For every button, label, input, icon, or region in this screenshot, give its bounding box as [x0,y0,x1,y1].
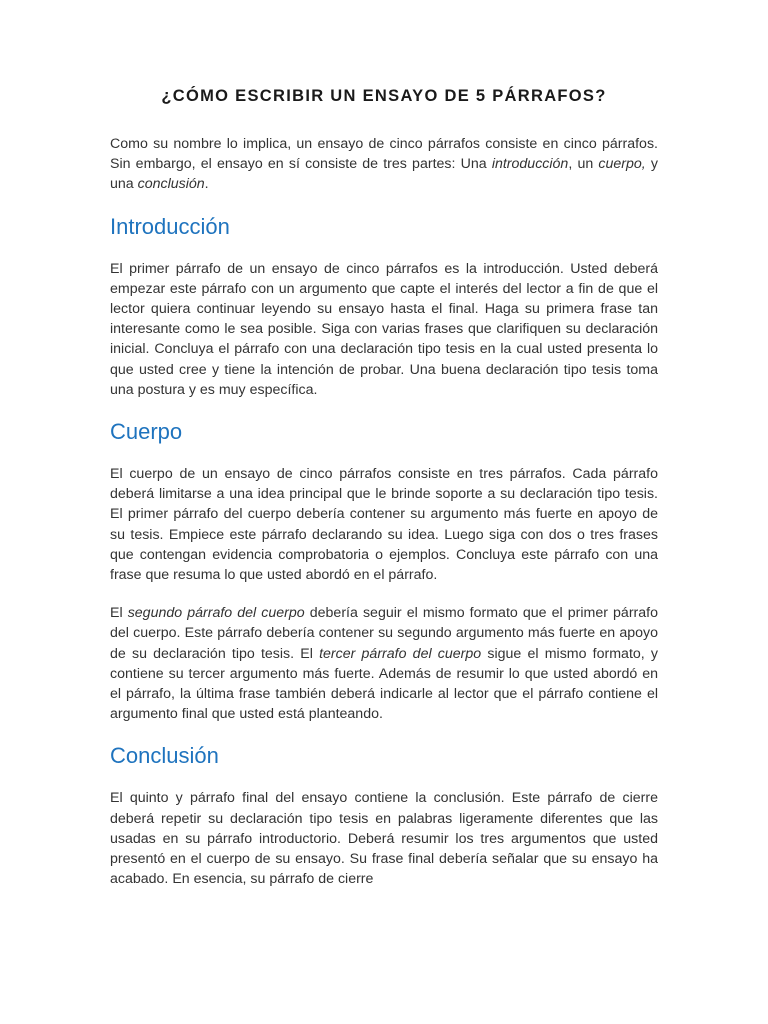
intro-text-1: Como su nombre lo implica, un ensayo de cinco párrafos consiste en cinco párrafos. Sin embargo, el ensayo en sí consiste de tres partes: Una [110,136,658,173]
cuerpo-p2-em-segundo: segundo párrafo del cuerpo [127,605,305,622]
document-title: ¿CÓMO ESCRIBIR UN ENSAYO DE 5 PÁRRAFOS? [161,87,607,105]
cuerpo-paragraph-1: El cuerpo de un ensayo de cinco párrafos consiste en tres párrafos. Cada párrafo deberá limitarse a una idea principal que le brinde soporte a su declaración tipo tesis. El primer párrafo del cuerpo debería contener su argumento más fuerte en apoyo de su tesis. Empiece este párrafo declarando su idea. Luego siga con dos o tres frases que contengan evidencia comprobatoria o ejemplos. Concluya este párrafo con una frase que resuma lo que usted abordó en el párrafo. [110,466,658,584]
conclusion-paragraph: El quinto y párrafo final del ensayo contiene la conclusión. Este párrafo de cierre deberá repetir su declaración tipo tesis en palabras ligeramente diferentes que las usadas en su párrafo introductorio. Deberá resumir los tres argumentos que usted presentó en el cuerpo de su ensayo. Su frase final debería señalar que su ensayo ha acabado. En esencia, su párrafo de cierre [110,790,658,888]
introduccion-paragraph: El primer párrafo de un ensayo de cinco párrafos es la introducción. Usted deberá empezar este párrafo con un argumento que capte el interés del lector a fin de que el lector quiera continuar leyendo su ensayo hasta el final. Haga su primera frase tan interesante como le sea posible. Siga con varias frases que clarifiquen su declaración inicial. Concluya el párrafo con una declaración tipo tesis en la cual usted presenta lo que usted cree y tiene la intención de probar. Una buena declaración tipo tesis toma una postura y es muy específica. [110,260,658,398]
intro-em-conclusion: conclusión [137,176,205,193]
cuerpo-p2-text-3: sigue el mismo formato, y contiene su tercer argumento más fuerte. Además de resumir lo que usted abordó en el párrafo, la última frase también deberá indicarle al lector que el párrafo contiene el argumento final que usted está planteando. [110,645,659,723]
heading-cuerpo: Cuerpo [110,419,183,445]
cuerpo-p2-text-1: El [110,605,128,622]
heading-introduccion: Introducción [110,213,230,239]
document-content [110,86,658,907]
intro-paragraph [110,134,658,195]
intro-em-introduccion: introducción [491,156,569,173]
intro-text-3: y una [110,156,658,193]
heading-conclusion: Conclusión [110,743,219,769]
cuerpo-p2-text-2: debería seguir el mismo formato que el primer párrafo del cuerpo. Este párrafo debería contener su segundo argumento más fuerte en apoyo de su declaración tipo tesis. El [110,605,658,662]
intro-text-2: , un [568,156,599,173]
cuerpo-p2-em-tercer: tercer párrafo del cuerpo [319,645,482,662]
cuerpo-paragraph-2 [110,603,658,724]
intro-text-4: . [204,176,209,193]
intro-em-cuerpo: cuerpo, [598,156,646,173]
